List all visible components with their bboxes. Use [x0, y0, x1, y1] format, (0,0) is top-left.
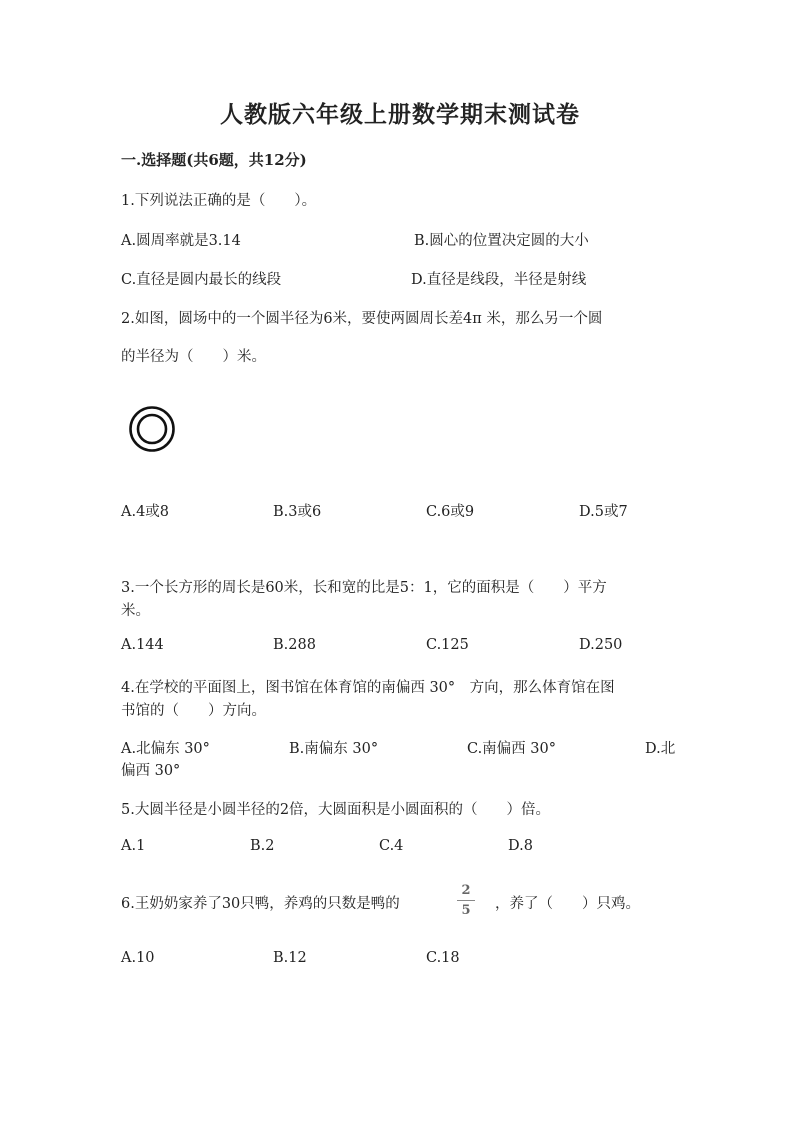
question-4-option-a: A.北偏东 30° — [121, 741, 210, 757]
question-3-option-c: C.125 — [426, 637, 469, 653]
question-5-option-a: A.1 — [121, 838, 146, 854]
question-3-text-line2: 米。 — [121, 603, 150, 619]
question-1-text: 1.下列说法正确的是（ ）。 — [121, 193, 317, 209]
fraction-numerator: 2 — [461, 883, 471, 898]
page-title: 人教版六年级上册数学期末测试卷 — [220, 101, 580, 128]
question-5-text: 5.大圆半径是小圆半径的2倍，大圆面积是小圆面积的（ ）倍。 — [121, 802, 551, 818]
question-3-option-b: B.288 — [273, 637, 316, 653]
fraction — [457, 884, 475, 917]
question-1-option-b: B.圆心的位置决定圆的大小 — [414, 233, 589, 249]
question-2-option-a: A.4或8 — [121, 504, 170, 520]
question-4-text-line2: 书馆的（ ）方向。 — [121, 703, 266, 719]
question-6-text-after: ，养了（ ）只鸡。 — [495, 896, 640, 912]
question-2-text-line1: 2.如图，圆场中的一个圆半径为6米，要使两圆周长差4π 米，那么另一个圆 — [121, 311, 603, 327]
concentric-circles-figure — [126, 403, 178, 455]
question-4-option-d-wrap: 偏西 30° — [121, 763, 181, 779]
fraction-denominator: 5 — [461, 903, 471, 918]
question-4-text-line1: 4.在学校的平面图上，图书馆在体育馆的南偏西 30° 方向，那么体育馆在图 — [121, 680, 615, 696]
question-4-option-c: C.南偏西 30° — [467, 741, 556, 757]
question-2-option-c: C.6或9 — [426, 504, 475, 520]
question-6-text-before: 6.王奶奶家养了30只鸭，养鸡的只数是鸭的 — [121, 896, 400, 912]
question-1-option-a: A.圆周率就是3.14 — [121, 233, 241, 249]
question-3-option-d: D.250 — [579, 637, 623, 653]
question-1-option-d: D.直径是线段，半径是射线 — [411, 272, 587, 288]
question-5-option-d: D.8 — [508, 838, 533, 854]
question-3-option-a: A.144 — [121, 637, 164, 653]
question-6-option-c: C.18 — [426, 950, 460, 966]
question-4-option-b: B.南偏东 30° — [289, 741, 379, 757]
question-6-option-b: B.12 — [273, 950, 307, 966]
question-2-text-line2: 的半径为（ ）米。 — [121, 349, 266, 365]
question-3-text-line1: 3.一个长方形的周长是60米，长和宽的比是5：1，它的面积是（ ）平方 — [121, 580, 607, 596]
question-6-option-a: A.10 — [121, 950, 155, 966]
question-4-option-d: D.北 — [645, 741, 676, 757]
question-5-option-b: B.2 — [250, 838, 275, 854]
question-2-option-b: B.3或6 — [273, 504, 322, 520]
question-2-option-d: D.5或7 — [579, 504, 628, 520]
question-5-option-c: C.4 — [379, 838, 404, 854]
section-heading: 一.选择题(共6题，共12分) — [121, 151, 307, 169]
fraction-bar — [457, 900, 475, 901]
question-1-option-c: C.直径是圆内最长的线段 — [121, 272, 282, 288]
